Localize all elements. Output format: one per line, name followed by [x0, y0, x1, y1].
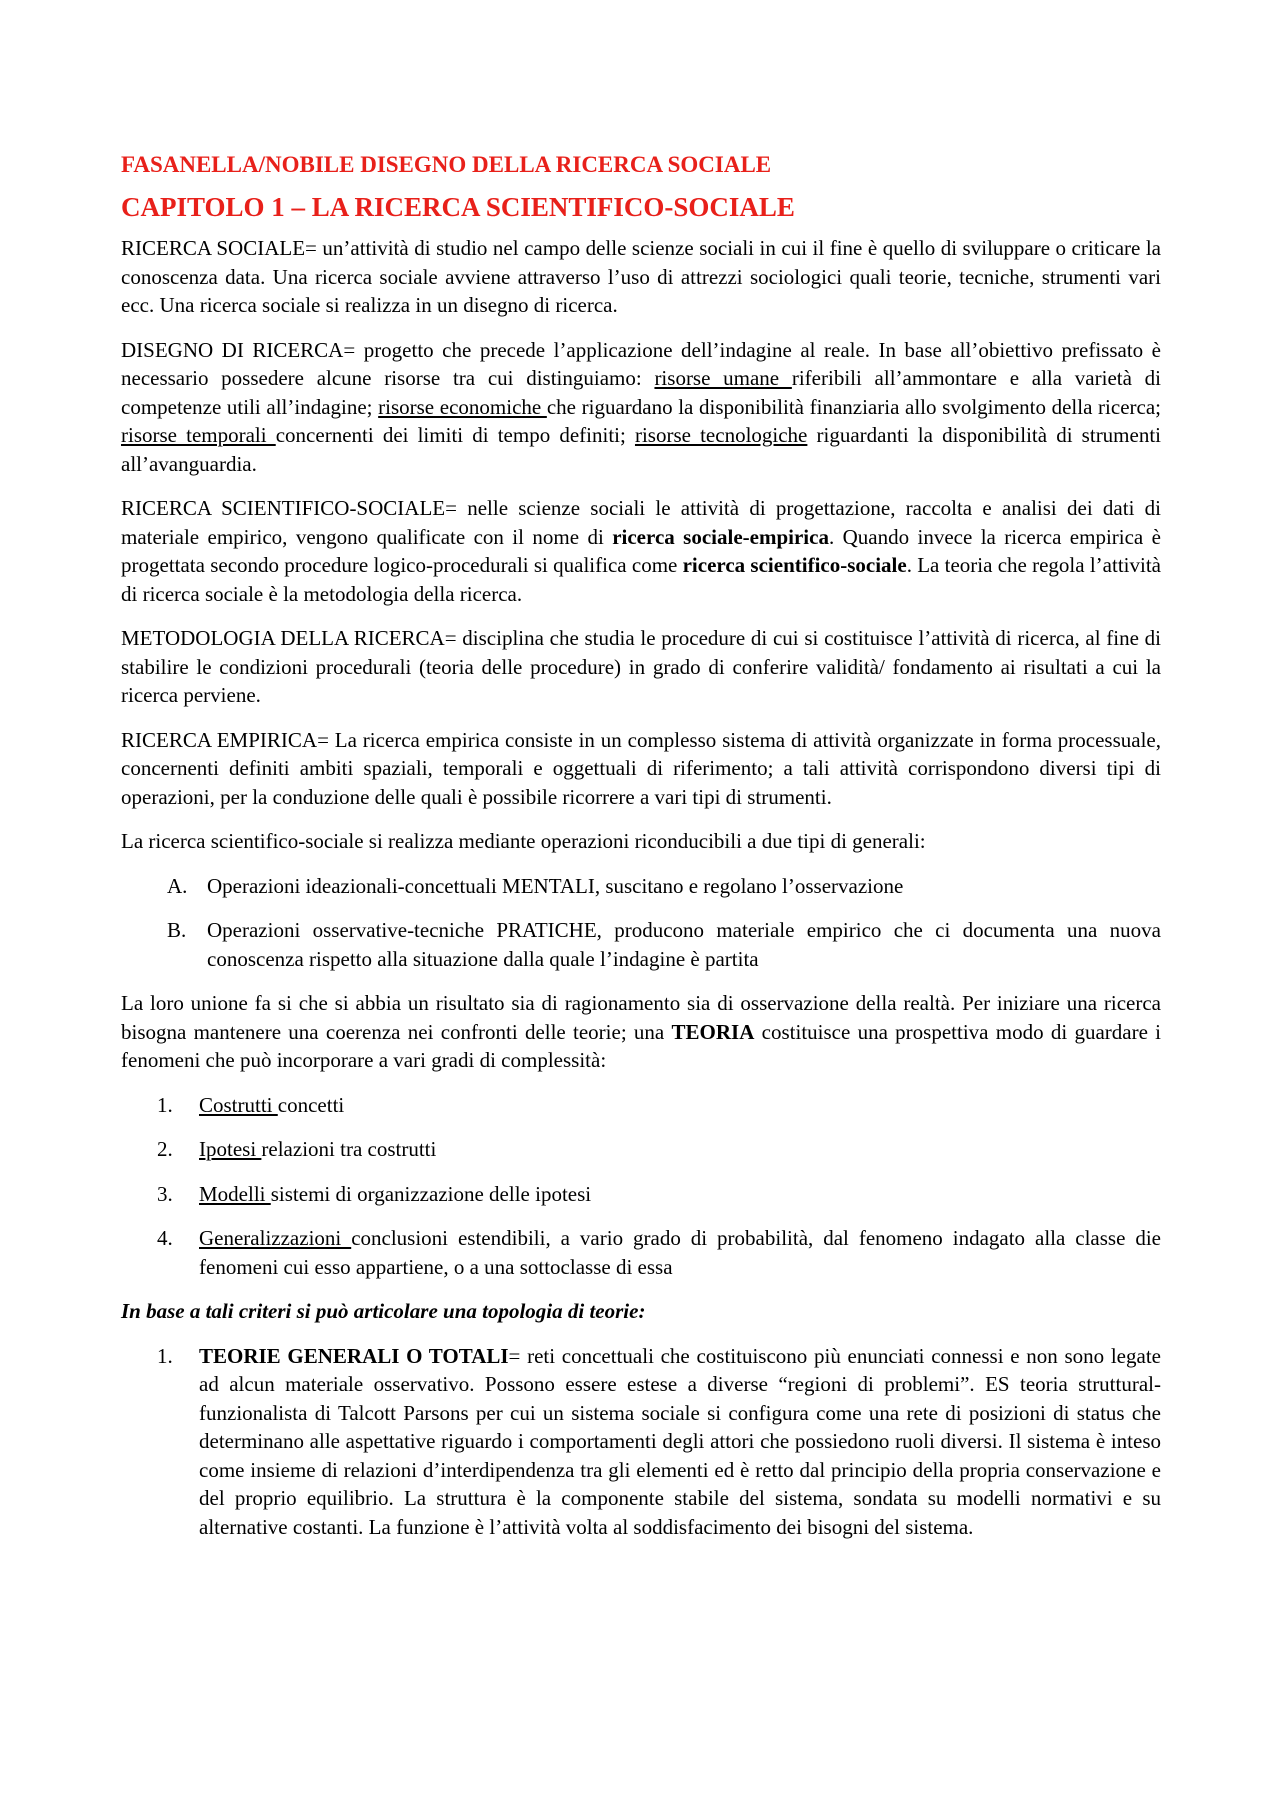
list-item — [121, 916, 1161, 973]
list-item — [121, 1342, 1161, 1542]
paragraph-text: La loro unione fa si che si abbia un risultato sia di ragionamento sia di osservazione della realtà. Per iniziare una ricerca bisogna mantenere una coerenza nei confronti delle teorie; una — [121, 991, 1161, 1044]
bold-ricerca-scientifico-sociale: ricerca scientifico-sociale — [682, 553, 907, 577]
underlined-term: Generalizzazioni — [199, 1226, 352, 1250]
paragraph-text: = nelle scienze sociali le attività di progettazione, raccolta e analisi dei dati di materiale empirico, vengono qualificate con il nome di — [121, 496, 1161, 549]
complexity-levels-list — [121, 1091, 1161, 1282]
operations-list — [121, 872, 1161, 974]
bold-teorie-generali: TEORIE GENERALI O TOTALI — [199, 1343, 509, 1368]
paragraph-text: . Quando invece la ricerca empirica è progettata secondo procedure logico-procedurali si qualifica come — [121, 524, 1161, 577]
paragraph-text: . La teoria che regola l’attività di ricerca sociale è la metodologia della ricerca. — [121, 553, 1161, 606]
list-item-text: = reti concettuali che costituiscono più enunciati connessi e non sono legate ad alcun materiale osservativo. Possono essere estese a diverse “regioni di problemi”. ES teoria struttural-funzionalista di Talcott Parsons per cui un sistema sociale si configura come una rete di posizioni di status che determinano alle aspettative riguardo i comportamenti degli attori che possiedono ruoli diversi. Il sistema è inteso come insieme di relazioni d’interdipendenza tra gli elementi ed è retto dal principio della propria conservazione e del proprio equilibrio. La struttura è la componente stabile del sistema, sondata su modelli normativi e su alternative costanti. La funzione è l’attività volta al soddisfacimento dei bisogni del sistema. — [199, 1343, 1161, 1539]
paragraph-text: = un’attività di studio nel campo delle scienze sociali in cui il fine è quello di sviluppare o criticare la conoscenza data. Una ricerca sociale avviene attraverso l’uso di attrezzi sociologici quali teorie, tecniche, strumenti vari ecc. Una ricerca sociale si realizza in un disegno di ricerca. — [121, 236, 1162, 317]
paragraph-ricerca-sociale — [121, 234, 1161, 320]
list-item — [121, 872, 1161, 901]
list-marker: B. — [167, 918, 187, 942]
list-marker: 1. — [157, 1092, 173, 1117]
list-item-text: Operazioni osservative-tecniche PRATICHE, producono materiale empirico che ci documenta una nuova conoscenza rispetto alla situazione dalla quale l’indagine è partita — [207, 918, 1161, 971]
underlined-term: Costrutti — [199, 1092, 278, 1117]
list-item-text: concetti — [277, 1092, 345, 1117]
paragraph-text: = La ricerca empirica consiste in un complesso sistema di attività organizzate in forma processuale, concernenti definiti ambiti spaziali, temporali e oggettuali di riferimento; a tali attività corrispondono diversi tipi di operazioni, per la conduzione delle quali è possibile ricorrere a vari tipi di strumenti. — [121, 727, 1161, 809]
term-ricerca-scientifico-sociale: RICERCA SCIENTIFICO-SOCIALE — [121, 496, 446, 520]
underlined-risorse-tecnologiche: risorse tecnologiche — [634, 423, 808, 447]
list-item — [121, 1180, 1161, 1209]
list-marker: 3. — [157, 1181, 173, 1206]
paragraph-operazioni-intro: La ricerca scientifico-sociale si realizza mediante operazioni riconducibili a due tipi di generali: — [121, 829, 926, 853]
paragraph-metodologia — [121, 624, 1161, 710]
list-item-text: conclusioni estendibili, a vario grado di probabilità, dal fenomeno indagato alla classe die fenomeni cui esso appartiene, o a una sottoclasse di essa — [199, 1226, 1162, 1279]
paragraph-disegno-di-ricerca — [121, 336, 1161, 479]
document-title: FASANELLA/NOBILE DISEGNO DELLA RICERCA SOCIALE — [121, 152, 772, 177]
term-metodologia: METODOLOGIA DELLA RICERCA — [121, 626, 445, 650]
underlined-risorse-economiche: risorse economiche — [378, 394, 547, 419]
list-item-text: relazioni tra costrutti — [261, 1137, 437, 1161]
list-item — [121, 1224, 1161, 1281]
bold-ricerca-sociale-empirica: ricerca sociale-empirica — [612, 524, 829, 549]
paragraph-text: costituisce una prospettiva modo di guardare i fenomeni che può incorporare a vari gradi di complessità: — [121, 1019, 1162, 1072]
paragraph-text: = disciplina che studia le procedure di cui si costituisce l’attività di ricerca, al fine di stabilire le condizioni procedurali (teoria delle procedure) in grado di conferire validità/ fondamento ai risultati a cui la ricerca perviene. — [121, 626, 1161, 707]
term-disegno-di-ricerca: DISEGNO DI RICERCA — [121, 337, 344, 362]
paragraph-text: concernenti dei limiti di tempo definiti; — [275, 423, 635, 447]
underlined-risorse-temporali: risorse temporali — [121, 423, 276, 447]
typology-heading: In base a tali criteri si può articolare una topologia di teorie: — [121, 1299, 646, 1323]
list-item — [121, 1135, 1161, 1164]
underlined-term: Modelli — [199, 1181, 271, 1206]
paragraph-text: riferibili all’ammontare e alla varietà di competenze utili all’indagine; — [121, 366, 1161, 419]
term-ricerca-empirica: RICERCA EMPIRICA — [121, 727, 318, 752]
list-item-text: Operazioni ideazionali-concettuali MENTALI, suscitano e regolano l’osservazione — [207, 873, 904, 898]
paragraph-text: = progetto che precede l’applicazione dell’indagine al reale. In base all’obiettivo prefissato è necessario possedere alcune risorse tra cui distinguiamo: — [121, 337, 1161, 390]
list-item — [121, 1091, 1161, 1120]
list-marker: 1. — [157, 1343, 173, 1368]
paragraph-text: che riguardano la disponibilità finanziaria allo svolgimento della ricerca; — [546, 394, 1161, 419]
underlined-risorse-umane: risorse umane — [654, 366, 792, 390]
theories-list — [121, 1342, 1161, 1542]
paragraph-ricerca-scientifico-sociale — [121, 494, 1161, 608]
paragraph-teoria — [121, 989, 1161, 1075]
paragraph-ricerca-empirica — [121, 726, 1161, 812]
list-marker: A. — [167, 873, 188, 898]
bold-teoria: TEORIA — [671, 1019, 755, 1044]
chapter-title: CAPITOLO 1 – LA RICERCA SCIENTIFICO-SOCIALE — [121, 192, 795, 222]
term-ricerca-sociale: RICERCA SOCIALE — [121, 236, 306, 260]
document-content — [121, 150, 1161, 1557]
list-marker: 2. — [157, 1137, 173, 1161]
paragraph-text: riguardanti la disponibilità di strumenti all’avanguardia. — [121, 423, 1162, 476]
underlined-term: Ipotesi — [199, 1137, 262, 1161]
list-marker: 4. — [157, 1226, 173, 1250]
list-item-text: sistemi di organizzazione delle ipotesi — [270, 1181, 592, 1206]
